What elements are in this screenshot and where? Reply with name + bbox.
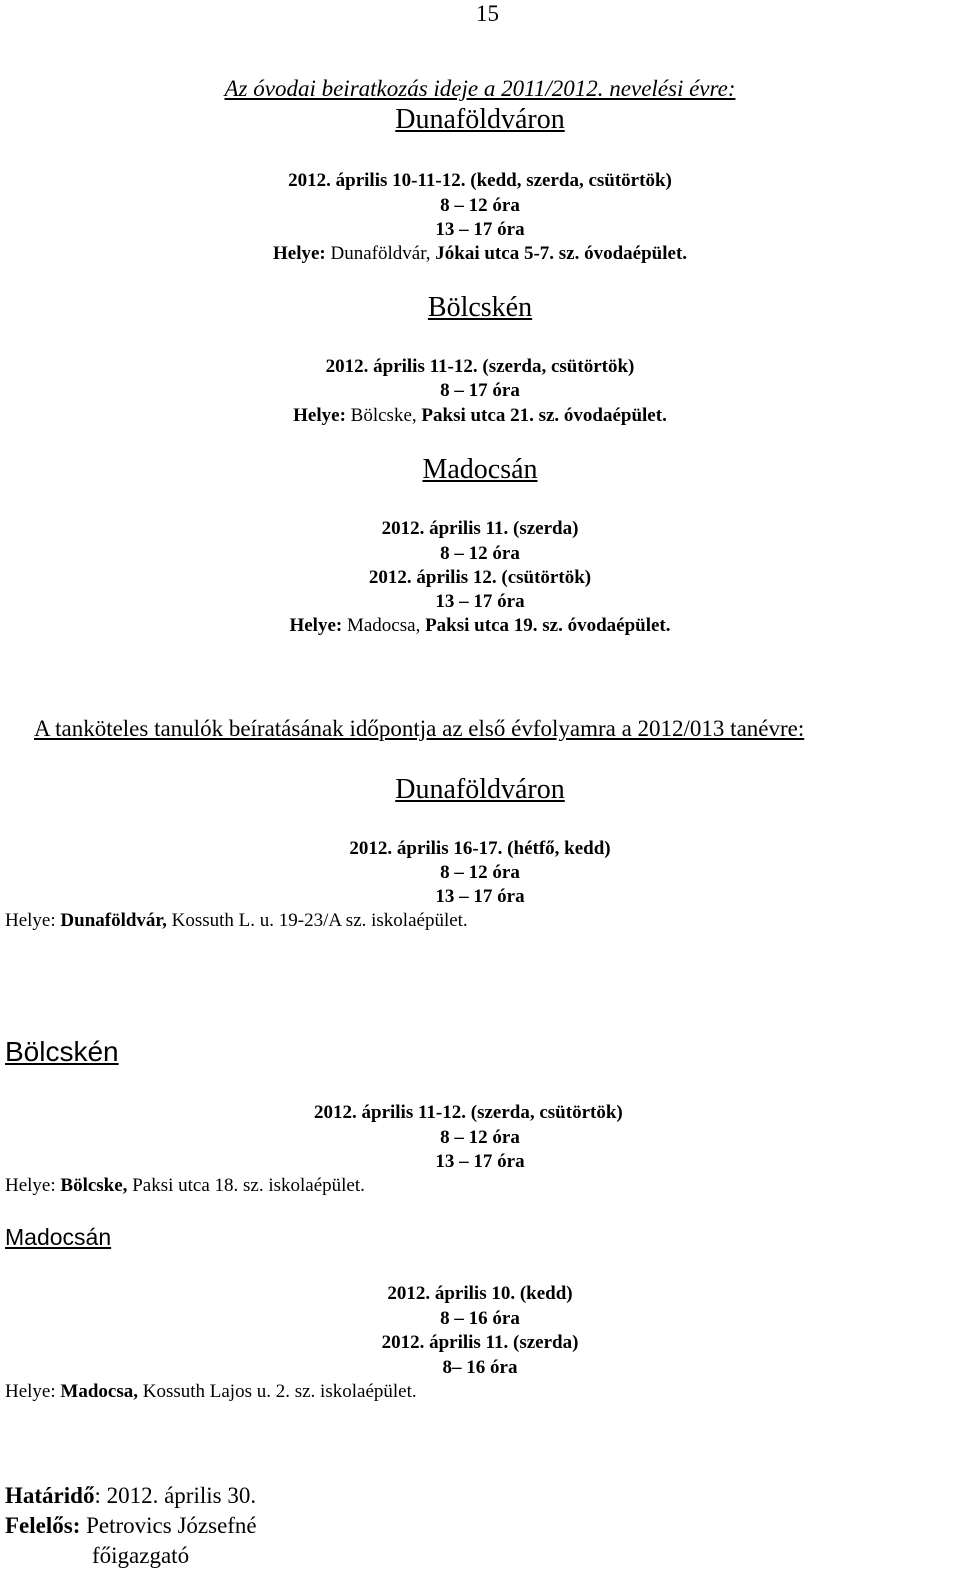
place-street: Jókai utca 5-7. sz. óvodaépület.: [435, 243, 688, 264]
place-label: Helye:: [5, 1175, 56, 1196]
place-name: Dunaföldvár,: [60, 910, 167, 931]
section2-bolcske-time1: 8 – 12 óra: [440, 1127, 520, 1148]
place-street: Kossuth L. u. 19-23/A sz. iskolaépület.: [171, 910, 468, 931]
section2-dunafoldvar-date: 2012. április 16-17. (hétfő, kedd): [349, 838, 611, 859]
responsible-name: Petrovics Józsefné: [86, 1513, 257, 1538]
place-name: Bölcske,: [60, 1175, 128, 1196]
section1-dunafoldvar-date: 2012. április 10-11-12. (kedd, szerda, csütörtök): [288, 170, 672, 191]
section2-title: A tanköteles tanulók beíratásának időpontja az első évfolyamra a 2012/013 tanévre:: [34, 716, 805, 741]
section1-madocsa-time2: 13 – 17 óra: [435, 591, 525, 612]
place-street: Paksi utca 18. sz. iskolaépület.: [132, 1175, 365, 1196]
place-label: Helye:: [5, 1381, 56, 1402]
section1-bolcske-place: [0, 404, 960, 428]
section2-madocsa-date1: 2012. április 10. (kedd): [387, 1283, 573, 1304]
place-name: Madocsa,: [346, 615, 421, 636]
section1-bolcske-date: 2012. április 11-12. (szerda, csütörtök): [325, 356, 635, 377]
section1-dunafoldvar-time2: 13 – 17 óra: [435, 219, 525, 240]
place-name: Bölcske,: [350, 405, 417, 426]
section1-dunafoldvar-place: [0, 242, 960, 266]
responsible-title: főigazgató: [92, 1543, 190, 1568]
section2-dunafoldvar-place: [5, 909, 468, 933]
section1-madocsa-time1: 8 – 12 óra: [440, 543, 520, 564]
place-street: Paksi utca 21. sz. óvodaépület.: [421, 405, 667, 426]
section2-bolcske-date: 2012. április 11-12. (szerda, csütörtök): [314, 1102, 623, 1123]
section2-dunafoldvar-time1: 8 – 12 óra: [440, 862, 520, 883]
section2-bolcske-time2: 13 – 17 óra: [435, 1151, 525, 1172]
section2-madocsa-time1: 8 – 16 óra: [440, 1308, 520, 1329]
place-name: Madocsa,: [60, 1381, 138, 1402]
section2-madocsa-time2: 8– 16 óra: [442, 1357, 518, 1378]
responsible-label: Felelős:: [5, 1513, 81, 1538]
section1-madocsa-date2: 2012. április 12. (csütörtök): [368, 567, 592, 588]
section2-dunafoldvar-time2: 13 – 17 óra: [435, 886, 525, 907]
place-label: Helye:: [5, 910, 56, 931]
section1-dunafoldvar-heading: Dunaföldváron: [395, 104, 565, 135]
place-label: Helye:: [272, 243, 326, 264]
place-street: Paksi utca 19. sz. óvodaépület.: [425, 615, 671, 636]
place-street: Kossuth Lajos u. 2. sz. iskolaépület.: [142, 1381, 417, 1402]
deadline-value: : 2012. április 30.: [94, 1483, 257, 1508]
section1-title: Az óvodai beiratkozás ideje a 2011/2012. nevelési évre:: [224, 76, 736, 101]
deadline-line: [5, 1482, 256, 1510]
section2-dunafoldvar-heading: Dunaföldváron: [395, 774, 565, 805]
section1-madocsa-heading: Madocsán: [422, 454, 538, 485]
section1-bolcske-heading: Bölcskén: [427, 292, 533, 323]
responsible-line: [5, 1512, 257, 1540]
place-label: Helye:: [293, 405, 346, 426]
section1-madocsa-date1: 2012. április 11. (szerda): [381, 518, 579, 539]
place-label: Helye:: [289, 615, 343, 636]
section1-bolcske-time1: 8 – 17 óra: [440, 380, 520, 401]
section2-madocsa-date2: 2012. április 11. (szerda): [381, 1332, 579, 1353]
deadline-label: Határidő: [5, 1483, 95, 1508]
section2-madocsa-place: [5, 1380, 417, 1404]
section1-madocsa-place: [0, 614, 960, 638]
section2-bolcske-heading: Bölcskén: [5, 1036, 119, 1067]
page-number: 15: [476, 1, 499, 26]
place-name: Dunaföldvár,: [330, 243, 431, 264]
section2-bolcske-place: [5, 1174, 365, 1198]
section2-madocsa-heading: Madocsán: [5, 1224, 112, 1250]
section1-dunafoldvar-time1: 8 – 12 óra: [440, 195, 520, 216]
